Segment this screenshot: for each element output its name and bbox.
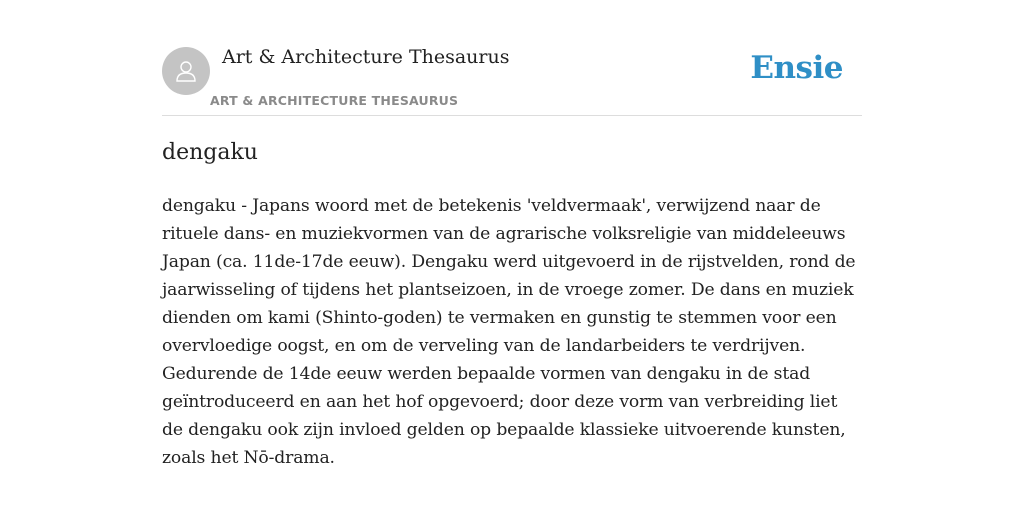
header [162,0,862,116]
user-icon [172,57,200,85]
term-title: dengaku [162,140,258,165]
source-subtitle: ART & ARCHITECTURE THESAURUS [210,93,459,108]
source-title[interactable]: Art & Architecture Thesaurus [222,46,510,68]
avatar[interactable] [162,47,210,95]
page [162,0,862,512]
ensie-logo[interactable]: Ensie [750,50,843,86]
term-definition: dengaku - Japans woord met de betekenis 'veldvermaak', verwijzend naar de rituele dans- en muziekvormen van de agrarische volksreligie van middeleeuws Japan (ca. 11de-17de eeuw). Dengaku werd uitgevoerd in de rijstvelden, rond de jaarwisseling of tijdens het plantseizoen, in de vroege zomer. De dans en muziek dienden om kami (Shinto-goden) te vermaken en gunstig te stemmen voor een overvloedige oogst, en om de verveling van de landarbeiders te verdrijven. Gedurende de 14de eeuw werden bepaalde vormen van dengaku in de stad geïntroduceerd en aan het hof opgevoerd; door deze vorm van verbreiding liet de dengaku ook zijn invloed gelden op bepaalde klassieke uitvoerende kunsten, zoals het Nō-drama. [162,196,856,468]
